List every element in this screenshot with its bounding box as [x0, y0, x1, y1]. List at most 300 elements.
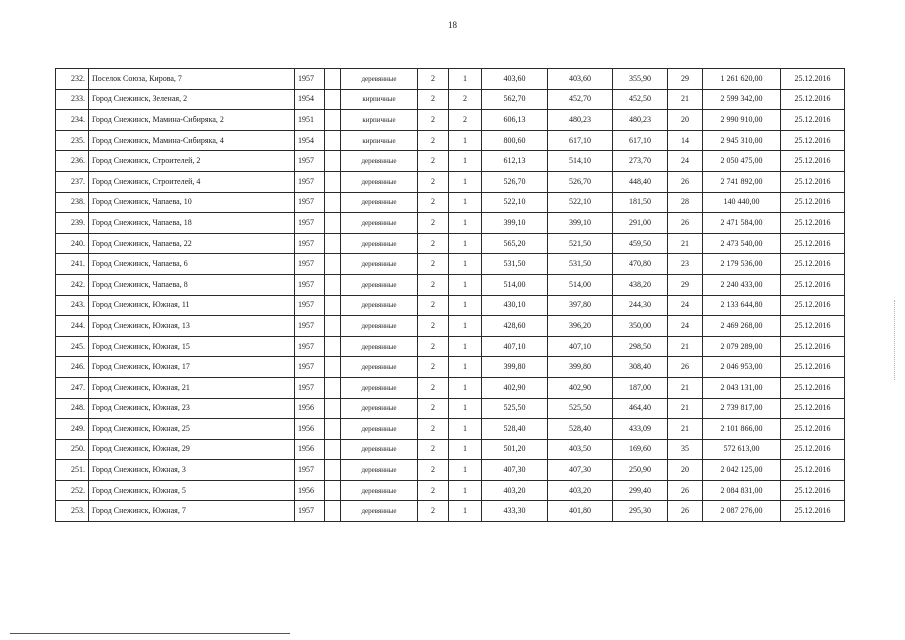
date-cell: 25.12.2016: [781, 295, 845, 316]
year-built-cell: 1954: [295, 130, 325, 151]
table-row: [56, 274, 845, 295]
empty-cell: [325, 419, 341, 440]
residents-cell: 21: [668, 419, 703, 440]
empty-cell: [325, 151, 341, 172]
table-row: [56, 460, 845, 481]
row-number: 240.: [56, 233, 89, 254]
total-area-cell: 800,60: [482, 130, 548, 151]
year-built-cell: 1957: [295, 213, 325, 234]
premises-area-cell: 403,20: [548, 480, 613, 501]
empty-cell: [325, 213, 341, 234]
residents-cell: 21: [668, 377, 703, 398]
address-cell: Город Снежинск, Зеленая, 2: [89, 89, 295, 110]
entrances-cell: 1: [449, 357, 482, 378]
row-number: 249.: [56, 419, 89, 440]
total-area-cell: 606,13: [482, 110, 548, 131]
scan-artifact-line: [10, 633, 290, 634]
table-row: [56, 336, 845, 357]
row-number: 235.: [56, 130, 89, 151]
cost-cell: 2 050 475,00: [703, 151, 781, 172]
entrances-cell: 1: [449, 192, 482, 213]
premises-area-cell: 399,80: [548, 357, 613, 378]
entrances-cell: 1: [449, 419, 482, 440]
date-cell: 25.12.2016: [781, 110, 845, 131]
residential-area-cell: 298,50: [613, 336, 668, 357]
residents-cell: 21: [668, 233, 703, 254]
date-cell: 25.12.2016: [781, 192, 845, 213]
residential-area-cell: 480,23: [613, 110, 668, 131]
date-cell: 25.12.2016: [781, 171, 845, 192]
year-built-cell: 1956: [295, 480, 325, 501]
address-cell: Город Снежинск, Строителей, 4: [89, 171, 295, 192]
premises-area-cell: 480,23: [548, 110, 613, 131]
wall-material-cell: деревянные: [341, 274, 418, 295]
wall-material-cell: деревянные: [341, 398, 418, 419]
wall-material-cell: деревянные: [341, 254, 418, 275]
address-cell: Город Снежинск, Мамина-Сибиряка, 4: [89, 130, 295, 151]
date-cell: 25.12.2016: [781, 89, 845, 110]
residential-area-cell: 291,00: [613, 213, 668, 234]
residential-area-cell: 452,50: [613, 89, 668, 110]
wall-material-cell: деревянные: [341, 336, 418, 357]
cost-cell: 2 990 910,00: [703, 110, 781, 131]
cost-cell: 2 179 536,00: [703, 254, 781, 275]
cost-cell: 2 471 584,00: [703, 213, 781, 234]
total-area-cell: 403,20: [482, 480, 548, 501]
date-cell: 25.12.2016: [781, 151, 845, 172]
residents-cell: 20: [668, 110, 703, 131]
year-built-cell: 1957: [295, 69, 325, 90]
floors-cell: 2: [418, 357, 449, 378]
residential-area-cell: 438,20: [613, 274, 668, 295]
empty-cell: [325, 501, 341, 522]
entrances-cell: 1: [449, 336, 482, 357]
table-row: [56, 192, 845, 213]
year-built-cell: 1957: [295, 316, 325, 337]
floors-cell: 2: [418, 480, 449, 501]
row-number: 241.: [56, 254, 89, 275]
cost-cell: 2 133 644,80: [703, 295, 781, 316]
row-number: 236.: [56, 151, 89, 172]
total-area-cell: 522,10: [482, 192, 548, 213]
empty-cell: [325, 171, 341, 192]
floors-cell: 2: [418, 274, 449, 295]
residents-cell: 23: [668, 254, 703, 275]
year-built-cell: 1957: [295, 377, 325, 398]
row-number: 247.: [56, 377, 89, 398]
row-number: 243.: [56, 295, 89, 316]
date-cell: 25.12.2016: [781, 233, 845, 254]
address-cell: Поселок Союза, Кирова, 7: [89, 69, 295, 90]
premises-area-cell: 531,50: [548, 254, 613, 275]
total-area-cell: 407,10: [482, 336, 548, 357]
row-number: 253.: [56, 501, 89, 522]
residents-cell: 26: [668, 480, 703, 501]
total-area-cell: 501,20: [482, 439, 548, 460]
row-number: 234.: [56, 110, 89, 131]
residential-area-cell: 169,60: [613, 439, 668, 460]
entrances-cell: 1: [449, 151, 482, 172]
residents-cell: 29: [668, 274, 703, 295]
address-cell: Город Снежинск, Чапаева, 6: [89, 254, 295, 275]
residents-cell: 26: [668, 213, 703, 234]
row-number: 244.: [56, 316, 89, 337]
address-cell: Город Снежинск, Чапаева, 8: [89, 274, 295, 295]
premises-area-cell: 521,50: [548, 233, 613, 254]
empty-cell: [325, 233, 341, 254]
date-cell: 25.12.2016: [781, 316, 845, 337]
residential-area-cell: 187,00: [613, 377, 668, 398]
premises-area-cell: 396,20: [548, 316, 613, 337]
floors-cell: 2: [418, 460, 449, 481]
premises-area-cell: 522,10: [548, 192, 613, 213]
wall-material-cell: деревянные: [341, 501, 418, 522]
year-built-cell: 1957: [295, 171, 325, 192]
total-area-cell: 399,80: [482, 357, 548, 378]
date-cell: 25.12.2016: [781, 501, 845, 522]
table-row: [56, 171, 845, 192]
residential-area-cell: 273,70: [613, 151, 668, 172]
address-cell: Город Снежинск, Южная, 21: [89, 377, 295, 398]
year-built-cell: 1957: [295, 295, 325, 316]
floors-cell: 2: [418, 89, 449, 110]
wall-material-cell: деревянные: [341, 233, 418, 254]
cost-cell: 140 440,00: [703, 192, 781, 213]
row-number: 239.: [56, 213, 89, 234]
date-cell: 25.12.2016: [781, 213, 845, 234]
floors-cell: 2: [418, 419, 449, 440]
empty-cell: [325, 295, 341, 316]
entrances-cell: 1: [449, 377, 482, 398]
floors-cell: 2: [418, 295, 449, 316]
address-cell: Город Снежинск, Южная, 15: [89, 336, 295, 357]
row-number: 250.: [56, 439, 89, 460]
address-cell: Город Снежинск, Чапаева, 18: [89, 213, 295, 234]
empty-cell: [325, 69, 341, 90]
floors-cell: 2: [418, 439, 449, 460]
address-cell: Город Снежинск, Чапаева, 10: [89, 192, 295, 213]
residential-area-cell: 181,50: [613, 192, 668, 213]
entrances-cell: 1: [449, 69, 482, 90]
address-cell: Город Снежинск, Южная, 23: [89, 398, 295, 419]
total-area-cell: 433,30: [482, 501, 548, 522]
entrances-cell: 1: [449, 480, 482, 501]
residents-cell: 24: [668, 316, 703, 337]
year-built-cell: 1954: [295, 89, 325, 110]
entrances-cell: 1: [449, 130, 482, 151]
cost-cell: 2 043 131,00: [703, 377, 781, 398]
address-cell: Город Снежинск, Южная, 5: [89, 480, 295, 501]
wall-material-cell: деревянные: [341, 377, 418, 398]
table-row: [56, 110, 845, 131]
table-row: [56, 254, 845, 275]
date-cell: 25.12.2016: [781, 480, 845, 501]
table-row: [56, 213, 845, 234]
residents-cell: 20: [668, 460, 703, 481]
table-row: [56, 357, 845, 378]
empty-cell: [325, 254, 341, 275]
cost-cell: 2 084 831,00: [703, 480, 781, 501]
cost-cell: 2 240 433,00: [703, 274, 781, 295]
floors-cell: 2: [418, 192, 449, 213]
empty-cell: [325, 110, 341, 131]
premises-area-cell: 407,30: [548, 460, 613, 481]
cost-cell: 2 599 342,00: [703, 89, 781, 110]
premises-area-cell: 402,90: [548, 377, 613, 398]
year-built-cell: 1957: [295, 460, 325, 481]
entrances-cell: 1: [449, 398, 482, 419]
wall-material-cell: деревянные: [341, 295, 418, 316]
cost-cell: 1 261 620,00: [703, 69, 781, 90]
empty-cell: [325, 89, 341, 110]
empty-cell: [325, 357, 341, 378]
residents-cell: 26: [668, 501, 703, 522]
year-built-cell: 1956: [295, 419, 325, 440]
date-cell: 25.12.2016: [781, 130, 845, 151]
wall-material-cell: деревянные: [341, 171, 418, 192]
total-area-cell: 531,50: [482, 254, 548, 275]
total-area-cell: 402,90: [482, 377, 548, 398]
date-cell: 25.12.2016: [781, 439, 845, 460]
cost-cell: 2 042 125,00: [703, 460, 781, 481]
empty-cell: [325, 336, 341, 357]
residential-area-cell: 617,10: [613, 130, 668, 151]
premises-area-cell: 514,00: [548, 274, 613, 295]
address-cell: Город Снежинск, Строителей, 2: [89, 151, 295, 172]
cost-cell: 2 101 866,00: [703, 419, 781, 440]
wall-material-cell: деревянные: [341, 151, 418, 172]
wall-material-cell: деревянные: [341, 192, 418, 213]
wall-material-cell: деревянные: [341, 357, 418, 378]
year-built-cell: 1957: [295, 151, 325, 172]
total-area-cell: 528,40: [482, 419, 548, 440]
residents-cell: 21: [668, 89, 703, 110]
residential-area-cell: 464,40: [613, 398, 668, 419]
year-built-cell: 1957: [295, 233, 325, 254]
date-cell: 25.12.2016: [781, 274, 845, 295]
cost-cell: 2 046 953,00: [703, 357, 781, 378]
floors-cell: 2: [418, 398, 449, 419]
total-area-cell: 612,13: [482, 151, 548, 172]
residential-area-cell: 448,40: [613, 171, 668, 192]
wall-material-cell: деревянные: [341, 460, 418, 481]
premises-area-cell: 407,10: [548, 336, 613, 357]
residents-cell: 21: [668, 336, 703, 357]
entrances-cell: 2: [449, 89, 482, 110]
floors-cell: 2: [418, 130, 449, 151]
cost-cell: 2 087 276,00: [703, 501, 781, 522]
total-area-cell: 525,50: [482, 398, 548, 419]
residential-area-cell: 470,80: [613, 254, 668, 275]
address-cell: Город Снежинск, Южная, 25: [89, 419, 295, 440]
premises-area-cell: 514,10: [548, 151, 613, 172]
year-built-cell: 1956: [295, 439, 325, 460]
address-cell: Город Снежинск, Мамина-Сибиряка, 2: [89, 110, 295, 131]
year-built-cell: 1956: [295, 398, 325, 419]
total-area-cell: 430,10: [482, 295, 548, 316]
year-built-cell: 1957: [295, 336, 325, 357]
year-built-cell: 1957: [295, 357, 325, 378]
floors-cell: 2: [418, 377, 449, 398]
entrances-cell: 1: [449, 501, 482, 522]
floors-cell: 2: [418, 171, 449, 192]
floors-cell: 2: [418, 233, 449, 254]
row-number: 238.: [56, 192, 89, 213]
row-number: 233.: [56, 89, 89, 110]
residents-cell: 24: [668, 151, 703, 172]
residents-cell: 14: [668, 130, 703, 151]
premises-area-cell: 617,10: [548, 130, 613, 151]
entrances-cell: 1: [449, 316, 482, 337]
entrances-cell: 2: [449, 110, 482, 131]
premises-area-cell: 397,80: [548, 295, 613, 316]
address-cell: Город Снежинск, Южная, 3: [89, 460, 295, 481]
table-row: [56, 398, 845, 419]
entrances-cell: 1: [449, 233, 482, 254]
cost-cell: 2 741 892,00: [703, 171, 781, 192]
table-row: [56, 439, 845, 460]
table-row: [56, 295, 845, 316]
floors-cell: 2: [418, 316, 449, 337]
year-built-cell: 1957: [295, 254, 325, 275]
residential-area-cell: 299,40: [613, 480, 668, 501]
premises-area-cell: 452,70: [548, 89, 613, 110]
residents-cell: 21: [668, 398, 703, 419]
date-cell: 25.12.2016: [781, 419, 845, 440]
empty-cell: [325, 460, 341, 481]
address-cell: Город Снежинск, Южная, 11: [89, 295, 295, 316]
floors-cell: 2: [418, 110, 449, 131]
table-row: [56, 480, 845, 501]
premises-area-cell: 528,40: [548, 419, 613, 440]
residential-area-cell: 459,50: [613, 233, 668, 254]
cost-cell: 2 945 310,00: [703, 130, 781, 151]
date-cell: 25.12.2016: [781, 398, 845, 419]
row-number: 251.: [56, 460, 89, 481]
row-number: 232.: [56, 69, 89, 90]
row-number: 237.: [56, 171, 89, 192]
empty-cell: [325, 480, 341, 501]
address-cell: Город Снежинск, Южная, 29: [89, 439, 295, 460]
table-row: [56, 69, 845, 90]
wall-material-cell: деревянные: [341, 213, 418, 234]
residents-cell: 26: [668, 171, 703, 192]
empty-cell: [325, 316, 341, 337]
wall-material-cell: деревянные: [341, 69, 418, 90]
cost-cell: 2 473 540,00: [703, 233, 781, 254]
year-built-cell: 1957: [295, 274, 325, 295]
residential-area-cell: 295,30: [613, 501, 668, 522]
total-area-cell: 526,70: [482, 171, 548, 192]
entrances-cell: 1: [449, 171, 482, 192]
table-row: [56, 130, 845, 151]
row-number: 245.: [56, 336, 89, 357]
residential-area-cell: 433,09: [613, 419, 668, 440]
table-row: [56, 316, 845, 337]
scan-artifact-dots: [894, 300, 897, 380]
total-area-cell: 407,30: [482, 460, 548, 481]
empty-cell: [325, 439, 341, 460]
date-cell: 25.12.2016: [781, 336, 845, 357]
date-cell: 25.12.2016: [781, 69, 845, 90]
cost-cell: 572 613,00: [703, 439, 781, 460]
address-cell: Город Снежинск, Южная, 17: [89, 357, 295, 378]
year-built-cell: 1957: [295, 192, 325, 213]
row-number: 242.: [56, 274, 89, 295]
wall-material-cell: кирпичные: [341, 110, 418, 131]
floors-cell: 2: [418, 254, 449, 275]
empty-cell: [325, 377, 341, 398]
wall-material-cell: деревянные: [341, 439, 418, 460]
residents-cell: 24: [668, 295, 703, 316]
residential-area-cell: 244,30: [613, 295, 668, 316]
year-built-cell: 1957: [295, 501, 325, 522]
table-row: [56, 151, 845, 172]
premises-area-cell: 403,50: [548, 439, 613, 460]
date-cell: 25.12.2016: [781, 460, 845, 481]
premises-area-cell: 401,80: [548, 501, 613, 522]
wall-material-cell: деревянные: [341, 419, 418, 440]
date-cell: 25.12.2016: [781, 254, 845, 275]
address-cell: Город Снежинск, Чапаева, 22: [89, 233, 295, 254]
entrances-cell: 1: [449, 213, 482, 234]
total-area-cell: 565,20: [482, 233, 548, 254]
cost-cell: 2 469 268,00: [703, 316, 781, 337]
premises-area-cell: 525,50: [548, 398, 613, 419]
entrances-cell: 1: [449, 274, 482, 295]
premises-area-cell: 526,70: [548, 171, 613, 192]
floors-cell: 2: [418, 151, 449, 172]
row-number: 252.: [56, 480, 89, 501]
wall-material-cell: деревянные: [341, 316, 418, 337]
empty-cell: [325, 398, 341, 419]
row-number: 246.: [56, 357, 89, 378]
residential-area-cell: 308,40: [613, 357, 668, 378]
housing-registry-table: [55, 68, 845, 522]
empty-cell: [325, 274, 341, 295]
total-area-cell: 403,60: [482, 69, 548, 90]
date-cell: 25.12.2016: [781, 377, 845, 398]
premises-area-cell: 399,10: [548, 213, 613, 234]
premises-area-cell: 403,60: [548, 69, 613, 90]
total-area-cell: 428,60: [482, 316, 548, 337]
wall-material-cell: кирпичные: [341, 89, 418, 110]
table-row: [56, 377, 845, 398]
entrances-cell: 1: [449, 295, 482, 316]
wall-material-cell: деревянные: [341, 480, 418, 501]
floors-cell: 2: [418, 69, 449, 90]
cost-cell: 2 739 817,00: [703, 398, 781, 419]
entrances-cell: 1: [449, 460, 482, 481]
residential-area-cell: 250,90: [613, 460, 668, 481]
address-cell: Город Снежинск, Южная, 7: [89, 501, 295, 522]
cost-cell: 2 079 289,00: [703, 336, 781, 357]
floors-cell: 2: [418, 501, 449, 522]
residents-cell: 29: [668, 69, 703, 90]
entrances-cell: 1: [449, 439, 482, 460]
table-row: [56, 89, 845, 110]
table-row: [56, 233, 845, 254]
residents-cell: 35: [668, 439, 703, 460]
row-number: 248.: [56, 398, 89, 419]
page-number: 18: [448, 20, 457, 30]
floors-cell: 2: [418, 336, 449, 357]
total-area-cell: 399,10: [482, 213, 548, 234]
registry-body: [56, 69, 845, 522]
date-cell: 25.12.2016: [781, 357, 845, 378]
wall-material-cell: кирпичные: [341, 130, 418, 151]
address-cell: Город Снежинск, Южная, 13: [89, 316, 295, 337]
